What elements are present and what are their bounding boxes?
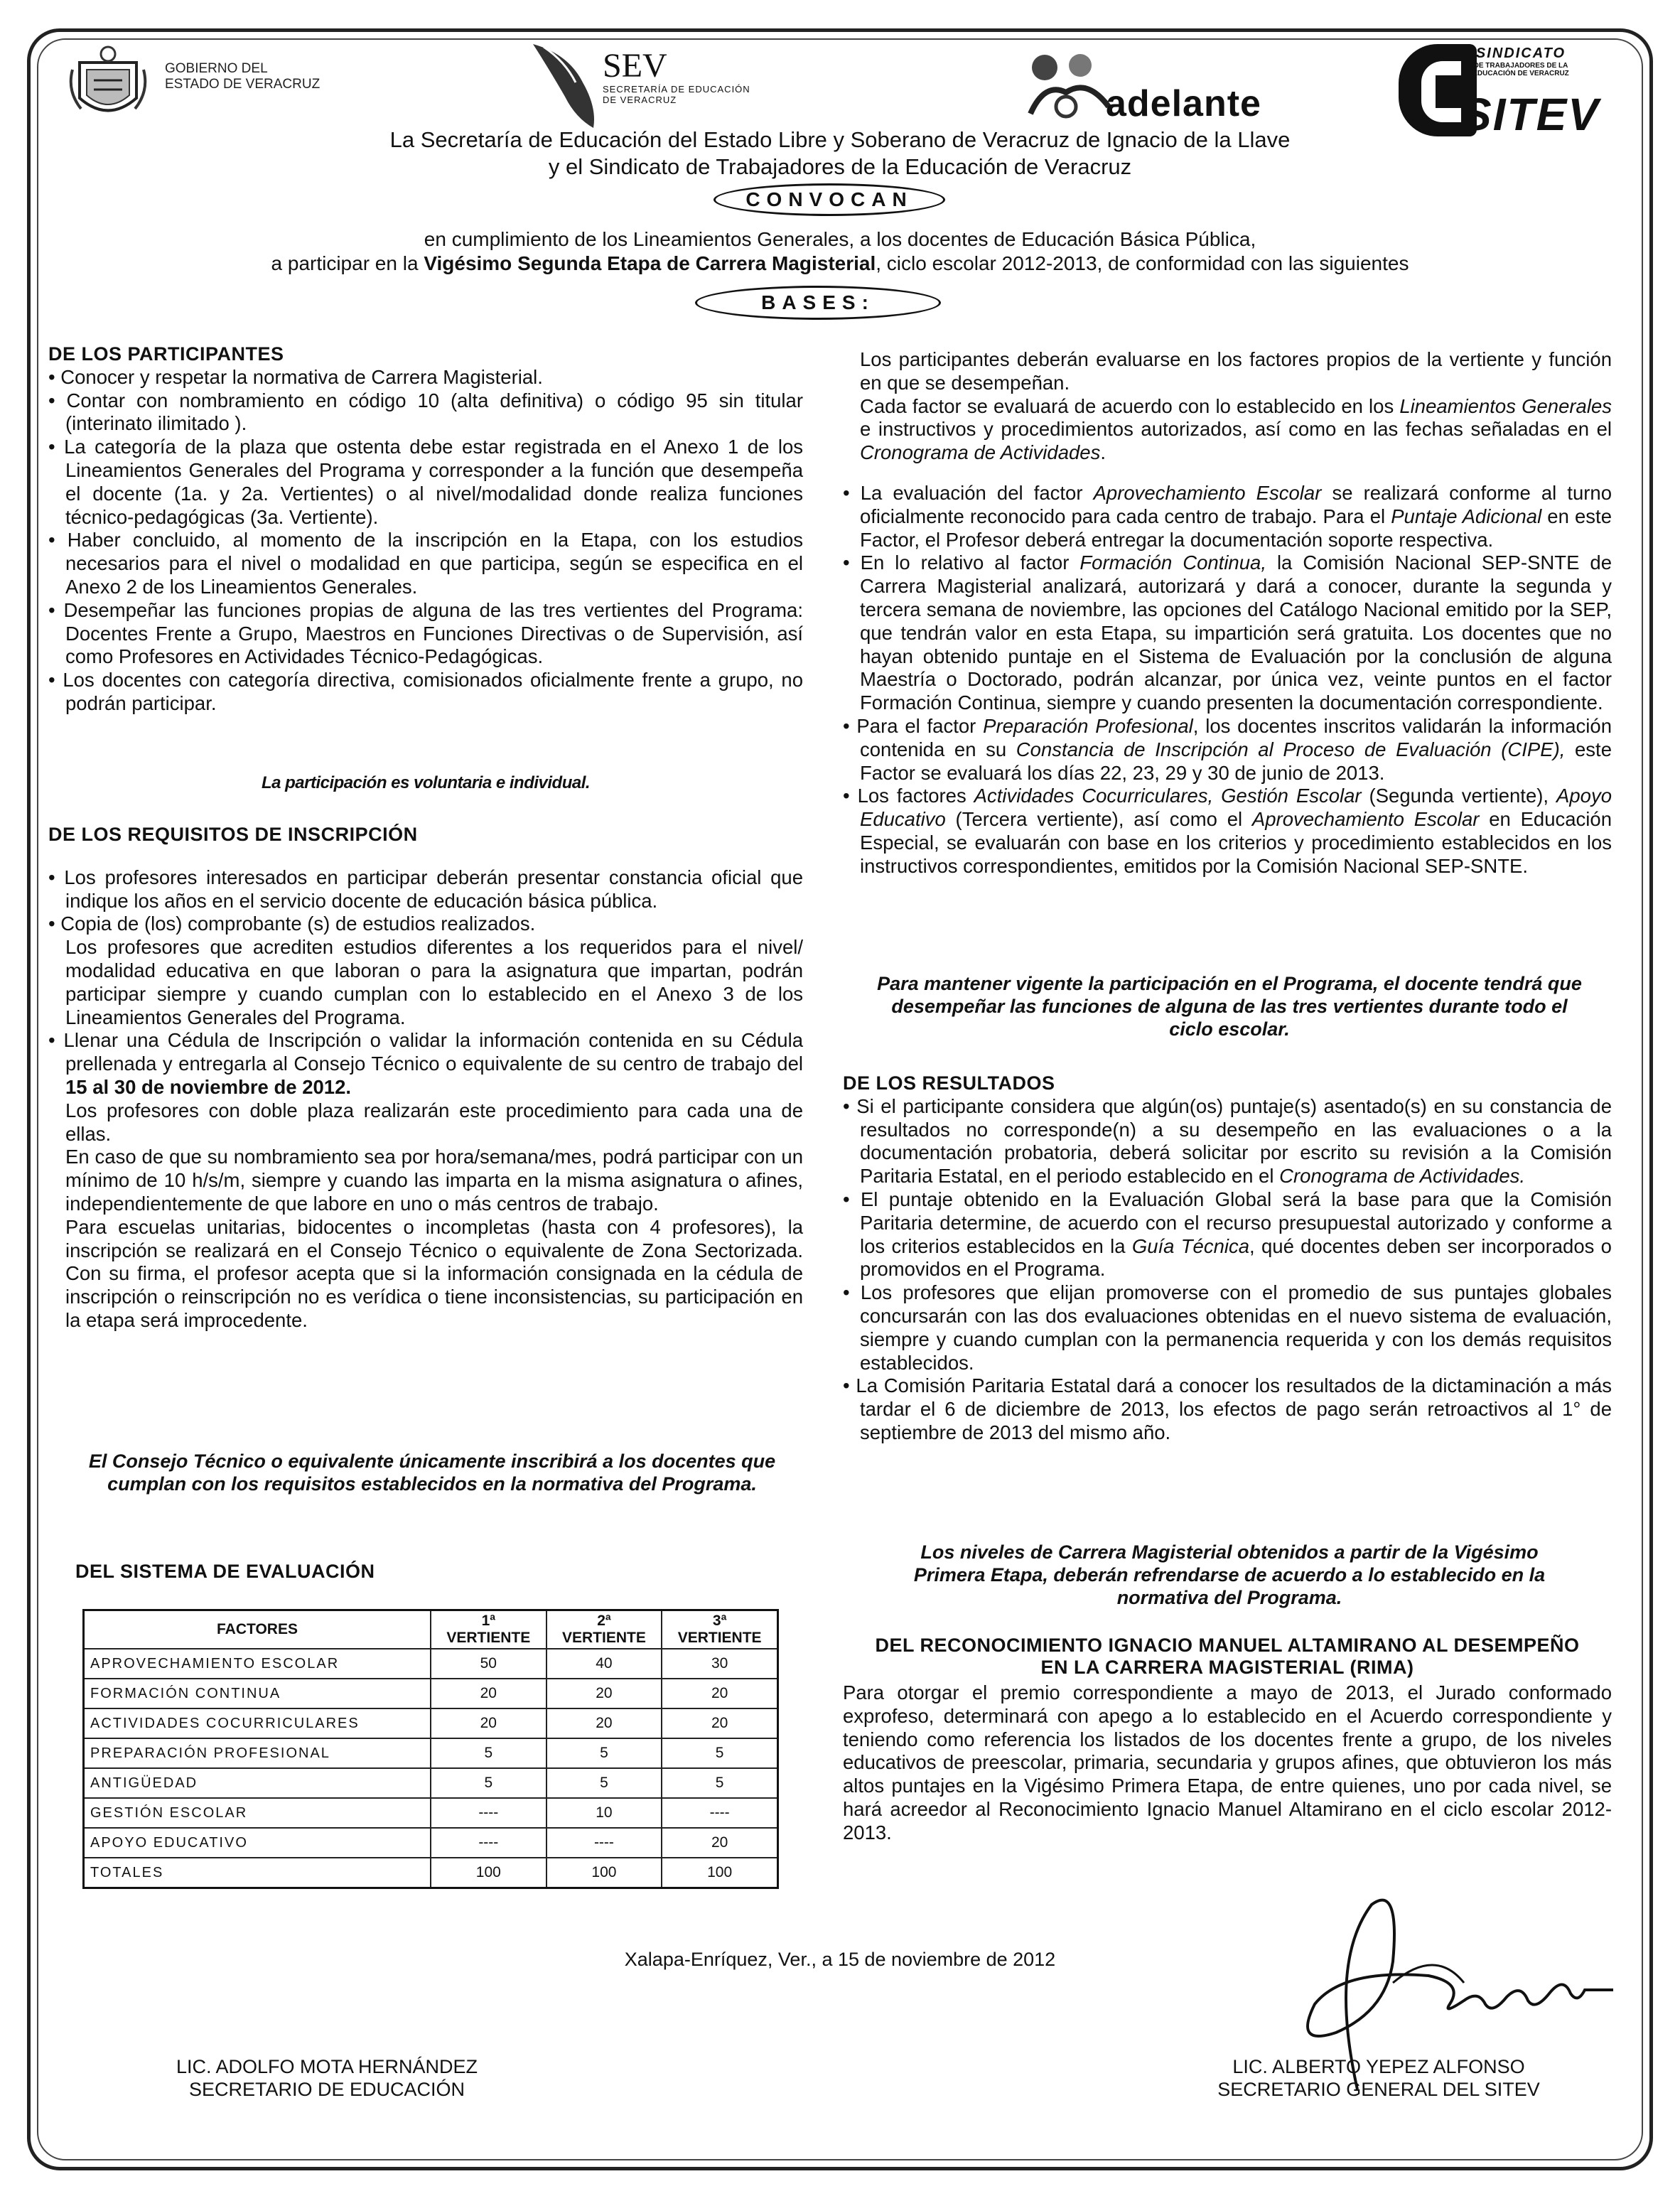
participantes-title: DE LOS PARTICIPANTES xyxy=(48,343,284,365)
niveles-nota: Los niveles de Carrera Magisterial obtenidos a partir de la Vigésimo Primera Etapa, deberán refrendarse de acuerdo a lo establecido en la normativa del Programa. xyxy=(913,1541,1546,1608)
table-cell-value: 30 xyxy=(662,1649,777,1679)
table-cell-value: 20 xyxy=(662,1708,777,1738)
sev-line2: DE VERACRUZ xyxy=(603,95,677,105)
table-cell-value: 20 xyxy=(662,1828,777,1858)
evaluacion-b3-d: Constancia de Inscripción al Proceso de Evaluación (CIPE), xyxy=(1016,738,1566,760)
participantes-bullet-3: • La categoría de la plaza que ostenta debe estar registrada en el Anexo 1 de los Lineamientos Generales del Programa y corresponder a la función que desempeña el docente (1a. y 2a. Vertientes) o al nivel/modalidad donde realiza funciones técnico-pedagógicas (3a. Vertiente). xyxy=(48,436,803,528)
sitev-line3: EDUCACIÓN DE VERACRUZ xyxy=(1472,70,1569,77)
requisitos-section xyxy=(48,823,803,1333)
table-row xyxy=(84,1738,778,1768)
evaluacion-bullet-2 xyxy=(843,551,1612,715)
table-cell-value: 5 xyxy=(546,1768,662,1798)
resultados-b1-b: Cronograma de Actividades. xyxy=(1279,1165,1526,1188)
table-header-vertiente-1: 1ª VERTIENTE xyxy=(431,1610,546,1649)
rima-section xyxy=(843,1635,1612,1845)
resultados-bullet-1 xyxy=(843,1095,1612,1188)
table-cell-factor: PREPARACIÓN PROFESIONAL xyxy=(84,1738,431,1768)
table-cell-factor: ANTIGÜEDAD xyxy=(84,1768,431,1798)
requisitos-paragraph-3: En caso de que su nombramiento sea por hora/semana/mes, podrá participar con un mínimo de 10 h/s/m, siempre y cuando las imparta en la misma asignatura o afines, independientemente de que labore en uno o más centros de trabajo. xyxy=(65,1146,803,1215)
table-cell-value: ---- xyxy=(431,1798,546,1828)
evaluacion-b1-d: Puntaje Adicional xyxy=(1391,505,1542,527)
resultados-section xyxy=(843,1072,1612,1445)
table-row xyxy=(84,1798,778,1828)
place-date: Xalapa-Enríquez, Ver., a 15 de noviembre de 2012 xyxy=(624,1949,1056,1970)
participantes-section xyxy=(48,343,803,716)
intro-line2-b: Vigésimo Segunda Etapa de Carrera Magisterial xyxy=(424,252,876,274)
evaluacion-p2-b: Lineamientos Generales xyxy=(1399,394,1612,417)
evaluacion-b4-e: (Tercera vertiente), así como el xyxy=(945,808,1252,831)
header-line1: La Secretaría de Educación del Estado Libre y Soberano de Veracruz de Ignacio de la Llave xyxy=(389,127,1291,152)
evaluacion-bullet-1 xyxy=(843,482,1612,551)
resultados-bullet-3: • Los profesores que elijan promoverse con el promedio de sus puntajes globales concursarán con las dos evaluaciones obtenidas en el nuevo sistema de evaluación, siempre y cuando cumplan con la permanencia requerida y con los demás requisitos establecidos. xyxy=(843,1281,1612,1374)
requisitos-title: DE LOS REQUISITOS DE INSCRIPCIÓN xyxy=(48,824,418,845)
table-cell-value: 5 xyxy=(662,1738,777,1768)
sitev-logo xyxy=(1393,40,1600,140)
evaluacion-p2-c: e instructivos y procedimientos autorizados, así como en las fechas señaladas en el xyxy=(860,418,1612,441)
evaluacion-bullet-3 xyxy=(843,715,1612,785)
gobierno-line2: ESTADO DE VERACRUZ xyxy=(165,77,321,92)
table-cell-factor: TOTALES xyxy=(84,1858,431,1888)
intro-line2-c: , ciclo escolar 2012-2013, de conformidad con las siguientes xyxy=(876,252,1409,274)
table-cell-factor: GESTIÓN ESCOLAR xyxy=(84,1798,431,1828)
participantes-bullet-2: • Contar con nombramiento en código 10 (alta definitiva) o código 95 sin titular (interinato ilimitado ). xyxy=(48,389,803,435)
sev-logo xyxy=(526,40,611,132)
intro-line2-a: a participar en la xyxy=(271,252,424,274)
resultados-b2-b: Guía Técnica xyxy=(1131,1234,1250,1257)
table-cell-value: 100 xyxy=(546,1858,662,1888)
adelante-logo-icon xyxy=(1023,50,1116,121)
evaluacion-b1-e: en este Factor, el Profesor deberá entregar la documentación soporte respectiva. xyxy=(860,505,1612,551)
table-row xyxy=(84,1768,778,1798)
evaluacion-b1-a: • La evaluación del factor xyxy=(843,481,1094,504)
table-header-vertiente-3: 3ª VERTIENTE xyxy=(662,1610,777,1649)
requisitos-paragraph-2: Los profesores con doble plaza realizarán este procedimiento para cada una de ellas. xyxy=(65,1099,803,1145)
requisitos-bullet-3-dates: 15 al 30 de noviembre de 2012. xyxy=(65,1075,352,1098)
table-cell-value: 40 xyxy=(546,1649,662,1679)
evaluacion-b2-c: la Comisión Nacional SEP-SNTE de Carrera Magisterial analizará, autorizará y dará a conocer, durante la segunda y tercera semana de noviembre, las opciones del Catálogo Nacional emitido por la SEP, que tendrán valor en esta Etapa, su impartición será gratuita. Los docentes que no hayan obtenido puntaje en el Sistema de Evaluación por la conclusión de alguna Maestría o Doctorado, podrán alcanzar, por única vez, veinte puntos en el factor Formación Continua, siempre y cuando presenten la documentación correspondiente. xyxy=(860,551,1612,714)
table-cell-value: ---- xyxy=(662,1798,777,1828)
evaluacion-b4-f: Aprovechamiento Escolar xyxy=(1251,808,1480,831)
resultados-bullet-4: • La Comisión Paritaria Estatal dará a conocer los resultados de la dictaminación a más tardar el 6 de diciembre de 2013, los efectos de pago serán retroactivos al 1° de septiembre de 2013 del mismo año. xyxy=(843,1374,1612,1443)
gobierno-logo-text xyxy=(165,61,320,92)
sistema-evaluacion-table xyxy=(82,1609,779,1889)
sev-line1: SECRETARÍA DE EDUCACIÓN xyxy=(603,84,750,95)
sitev-line1: SINDICATO xyxy=(1475,45,1566,61)
evaluacion-paragraph-1: Los participantes deberán evaluarse en los factores propios de la vertiente y función en que se desempeñan. xyxy=(860,348,1612,394)
resultados-b1-a: • Si el participante considera que algún(os) puntaje(s) asentado(s) en su constancia de resultados no corresponde(n) a su desempeño en las evaluaciones o a la documentación probatoria, deberá solicitar por escrito su revisión a la Comisión Paritaria Estatal, en el periodo establecido en el xyxy=(843,1094,1612,1188)
requisitos-paragraph-4: Para escuelas unitarias, bidocentes o incompletas (hasta con 4 profesores), la inscripción se realizará en el Consejo Técnico o equivalente de Zona Sectorizada. Con su firma, el profesor acepta que si la información consignada en la cédula de inscripción o reinscripción no es verídica o tiene inconsistencias, su participación en la etapa será improcedente. xyxy=(65,1215,803,1331)
sitev-name: SITEV xyxy=(1461,89,1600,140)
veracruz-coat-of-arms-logo xyxy=(65,41,151,127)
table-header-factores: FACTORES xyxy=(84,1610,431,1649)
evaluacion-b3-a: • Para el factor xyxy=(843,714,984,737)
table-cell-value: ---- xyxy=(431,1828,546,1858)
intro-line1: en cumplimiento de los Lineamientos Generales, a los docentes de Educación Básica Pública, xyxy=(424,228,1256,250)
sitev-secretary-title: SECRETARIO GENERAL DEL SITEV xyxy=(1217,2079,1540,2100)
table-cell-value: 5 xyxy=(431,1768,546,1798)
table-cell-value: 5 xyxy=(431,1738,546,1768)
header-line2: y el Sindicato de Trabajadores de la Educación de Veracruz xyxy=(548,154,1132,179)
table-cell-value: 5 xyxy=(546,1738,662,1768)
evaluacion-p2-a: Cada factor se evaluará de acuerdo con lo establecido en los xyxy=(860,394,1400,417)
participantes-bullet-6: • Los docentes con categoría directiva, comisionados oficialmente frente a grupo, no podrán participar. xyxy=(48,669,803,714)
signature-block-secretario xyxy=(107,2055,547,2101)
requisitos-bullet-1: • Los profesores interesados en participar deberán presentar constancia oficial que indique los años en el servicio docente de educación básica pública. xyxy=(48,866,803,912)
rima-title-line1: DEL RECONOCIMIENTO IGNACIO MANUEL ALTAMIRANO AL DESEMPEÑO xyxy=(875,1635,1580,1656)
evaluacion-b2-a: • En lo relativo al factor xyxy=(843,551,1080,574)
table-cell-value: 100 xyxy=(431,1858,546,1888)
evaluacion-bullet-4 xyxy=(843,785,1612,878)
table-cell-value: 20 xyxy=(546,1708,662,1738)
gobierno-line1: GOBIERNO DEL xyxy=(165,61,268,76)
vigencia-nota: Para mantener vigente la participación en el Programa, el docente tendrá que desempeñar las funciones de alguna de las tres vertientes durante todo el ciclo escolar. xyxy=(877,973,1582,1040)
evaluacion-p2-e: . xyxy=(1100,441,1106,464)
evaluacion-b4-c: (Segunda vertiente), xyxy=(1361,785,1557,807)
rima-body: Para otorgar el premio correspondiente a mayo de 2013, el Jurado conformado exprofeso, determinará con apego a lo establecido en el Acuerdo correspondiente y teniendo como referencia los listados de los docentes frente a grupo, de los niveles educativos de preescolar, primaria, secundaria y grupos afines, que obtuvieron los más altos puntajes en la Vigésimo Primera Etapa, de entre quienes, uno por cada nivel, se hará acreedor al Reconocimiento Ignacio Manuel Altamirano en el ciclo escolar 2012-2013. xyxy=(843,1681,1612,1844)
evaluacion-b3-c: , los docentes inscritos validarán la información contenida en su xyxy=(860,714,1612,760)
table-cell-value: 20 xyxy=(546,1679,662,1708)
table-row xyxy=(84,1649,778,1679)
resultados-bullet-2 xyxy=(843,1188,1612,1281)
evaluacion-b1-b: Aprovechamiento Escolar xyxy=(1093,481,1322,504)
signature-block-sitev xyxy=(1158,2055,1599,2101)
evaluacion-p2-d: Cronograma de Actividades xyxy=(860,441,1101,464)
table-cell-value: 100 xyxy=(662,1858,777,1888)
requisitos-bullet-3 xyxy=(48,1029,803,1099)
requisitos-paragraph-1: Los profesores que acrediten estudios diferentes a los requeridos para el nivel/ modalidad educativa en que laboran o para la asignatura que impartan, podrán participar siempre y cuando cumplan con lo establecido en el Anexo 3 de los Lineamientos Generales del Programa. xyxy=(65,936,803,1028)
table-row xyxy=(84,1708,778,1738)
evaluacion-b4-g: en Educación Especial, se evaluarán con base en los criterios y procedimiento establecidos en los instructivos correspondientes, emitidos por la Comisión Nacional SEP-SNTE. xyxy=(860,808,1612,877)
sitev-line2: DE TRABAJADORES DE LA xyxy=(1473,62,1568,70)
evaluacion-b4-b: Actividades Cocurriculares, Gestión Escolar xyxy=(974,785,1362,807)
participacion-voluntaria: La participación es voluntaria e individual. xyxy=(261,773,591,792)
evaluacion-b3-b: Preparación Profesional xyxy=(983,714,1193,737)
evaluacion-section xyxy=(843,348,1612,878)
rima-title-line2: EN LA CARRERA MAGISTERIAL (RIMA) xyxy=(1040,1657,1414,1678)
consejo-tecnico-nota: El Consejo Técnico o equivalente únicamente inscribirá a los docentes que cumplan con los requisitos establecidos en la normativa del Programa. xyxy=(88,1450,776,1495)
sev-logo-text xyxy=(603,48,750,105)
table-row xyxy=(84,1828,778,1858)
table-cell-value: 20 xyxy=(662,1679,777,1708)
secretario-name: LIC. ADOLFO MOTA HERNÁNDEZ xyxy=(176,2056,478,2077)
resultados-title: DE LOS RESULTADOS xyxy=(843,1072,1055,1094)
evaluacion-b4-d: Apoyo Educativo xyxy=(860,785,1612,831)
table-cell-value: 20 xyxy=(431,1679,546,1708)
table-cell-factor: APOYO EDUCATIVO xyxy=(84,1828,431,1858)
table-cell-value: 10 xyxy=(546,1798,662,1828)
sitev-secretary-name: LIC. ALBERTO YEPEZ ALFONSO xyxy=(1232,2056,1525,2077)
convocan-label: CONVOCAN xyxy=(714,183,945,216)
table-row xyxy=(84,1858,778,1888)
secretario-title: SECRETARIO DE EDUCACIÓN xyxy=(188,2079,465,2100)
table-row xyxy=(84,1679,778,1708)
sistema-title: DEL SISTEMA DE EVALUACIÓN xyxy=(75,1561,375,1582)
requisitos-bullet-3-a: • Llenar una Cédula de Inscripción o validar la información contenida en su Cédula prellenada y entregarla al Consejo Técnico o equivalente de su centro de trabajo del xyxy=(48,1029,803,1075)
participantes-bullet-1: • Conocer y respetar la normativa de Carrera Magisterial. xyxy=(48,365,543,388)
table-header-vertiente-2: 2ª VERTIENTE xyxy=(546,1610,662,1649)
table-cell-factor: FORMACIÓN CONTINUA xyxy=(84,1679,431,1708)
sistema-table-header-row xyxy=(84,1610,778,1649)
resultados-b2-c: , qué docentes deben ser incorporados o promovidos en el Programa. xyxy=(860,1234,1612,1281)
table-cell-value: 5 xyxy=(662,1768,777,1798)
table-cell-value: 50 xyxy=(431,1649,546,1679)
evaluacion-b2-b: Formación Continua, xyxy=(1079,551,1266,574)
adelante-logo-text: adelante xyxy=(1106,83,1261,124)
table-cell-factor: APROVECHAMIENTO ESCOLAR xyxy=(84,1649,431,1679)
resultados-b2-a: • El puntaje obtenido en la Evaluación Global será la base para que la Comisión Paritaria determine, de acuerdo con el recurso presupuestal autorizado y conforme a los criterios establecidos en la xyxy=(843,1188,1612,1257)
requisitos-bullet-2: • Copia de (los) comprobante (s) de estudios realizados. xyxy=(48,913,536,935)
bases-label: BASES: xyxy=(695,286,941,320)
intro-line2 xyxy=(0,250,1680,277)
evaluacion-b4-a: • Los factores xyxy=(843,785,974,807)
table-cell-value: 20 xyxy=(431,1708,546,1738)
sev-name: SEV xyxy=(603,47,667,85)
participantes-bullet-5: • Desempeñar las funciones propias de alguna de las tres vertientes del Programa: Docentes Frente a Grupo, Maestros en Funciones Directivas o de Supervisión, así como Profesores en Actividades Técnico-Pedagógicas. xyxy=(48,598,803,668)
table-cell-factor: ACTIVIDADES COCURRICULARES xyxy=(84,1708,431,1738)
table-cell-value: ---- xyxy=(546,1828,662,1858)
participantes-bullet-4: • Haber concluido, al momento de la inscripción en la Etapa, con los estudios necesarios para el nivel o modalidad en que participa, según se especifica en el Anexo 2 de los Lineamientos Generales. xyxy=(48,529,803,598)
evaluacion-b3-e: este Factor se evaluará los días 22, 23, 29 y 30 de junio de 2013. xyxy=(860,738,1612,784)
evaluacion-b1-c: se realizará conforme al turno oficialmente reconocido para cada centro de trabajo. Para el xyxy=(860,481,1612,527)
evaluacion-paragraph-2 xyxy=(843,395,1612,465)
